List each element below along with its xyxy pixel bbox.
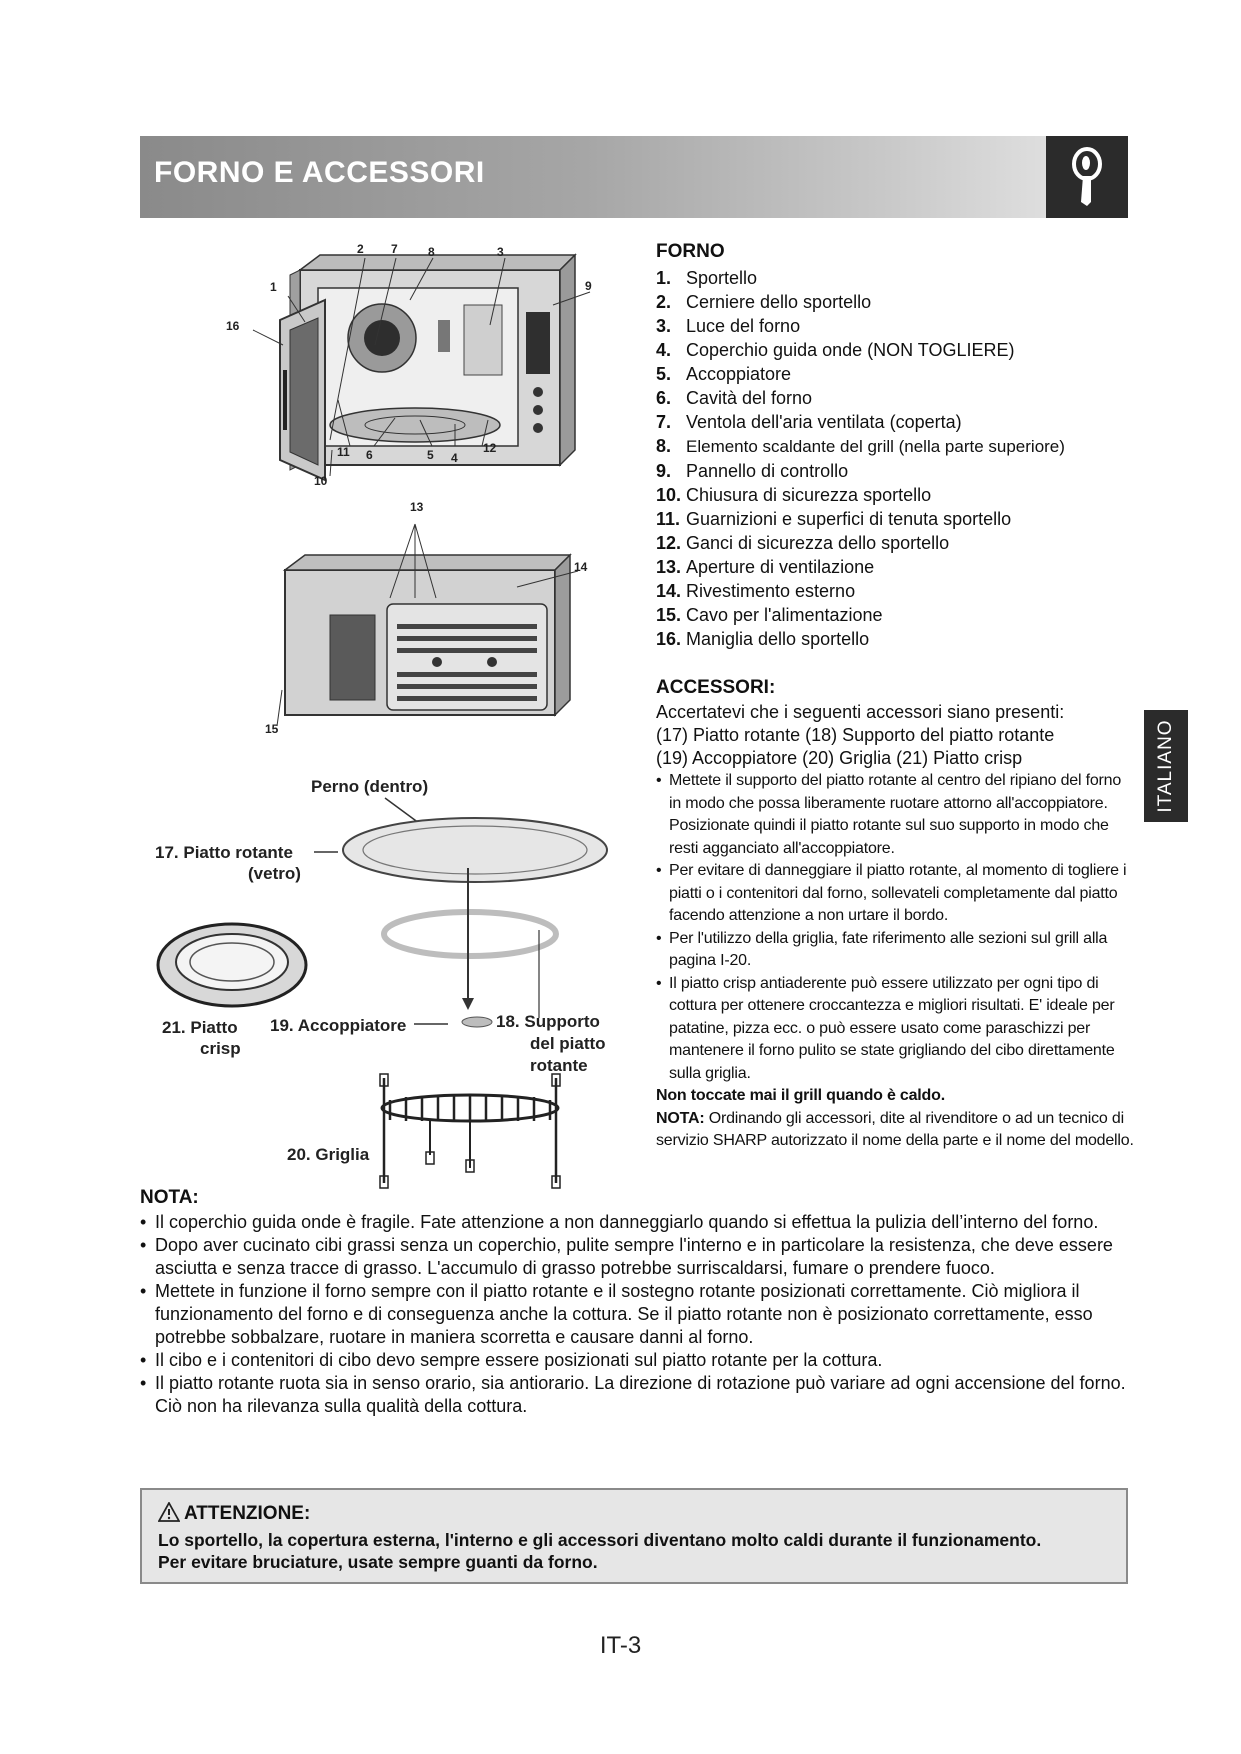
- list-item-number: 13.: [656, 557, 682, 577]
- accessories-title: ACCESSORI:: [656, 677, 776, 698]
- pin-label: Perno (dentro): [311, 777, 429, 796]
- list-item-number: 16.: [656, 629, 682, 649]
- accessories-bullets: [656, 770, 1134, 1153]
- list-item-number: 15.: [656, 605, 682, 625]
- list-item: [656, 531, 1136, 555]
- label-6: 6: [366, 448, 373, 462]
- label-10: 10: [314, 474, 328, 488]
- oven-parts-list: [656, 240, 1136, 651]
- list-item-number: 12.: [656, 533, 682, 553]
- list-item-text: Aperture di ventilazione: [686, 557, 875, 577]
- accessories-intro: Accertatevi che i seguenti accessori siano presenti:: [656, 702, 1065, 722]
- note-bullet: • Il piatto rotante ruota sia in senso orario, sia antiorario. La direzione di rotazione può variare ad ogni accensione del forno. Ciò non ha rilevanza sulla qualità della cottura.: [140, 1372, 1140, 1418]
- list-item-number: 11.: [656, 509, 681, 529]
- info-icon: [1066, 146, 1108, 208]
- label-13: 13: [410, 500, 424, 514]
- oven-diagram: [0, 0, 640, 1190]
- list-item: [656, 338, 1136, 362]
- label-4: 4: [451, 451, 458, 465]
- list-item: [656, 627, 1136, 651]
- note-bullet: • Mettete in funzione il forno sempre con il piatto rotante e il sostegno rotante posizionati correttamente. Ciò migliora il funzionamento del forno e di conseguenza anche la cottura. Se il piatto rotante non è posizionato correttamente, esso potrebbe sobbalzare, ruotare in maniera scorretta e causare danni al forno.: [140, 1280, 1140, 1349]
- list-item: [656, 314, 1136, 338]
- turntable-glass: [343, 818, 607, 882]
- assembly-arrow-head: [462, 998, 474, 1010]
- list-item-number: 3.: [656, 316, 672, 336]
- warning-triangle-icon: [158, 1502, 180, 1522]
- list-item-number: 2.: [656, 292, 672, 312]
- support-label-3: rotante: [530, 1056, 588, 1075]
- list-item-number: 4.: [656, 340, 672, 360]
- turntable-support-ring: [384, 912, 556, 956]
- crisp-plate: [158, 924, 306, 1006]
- list-item-text: Maniglia dello sportello: [686, 629, 870, 649]
- page-number: IT-3: [599, 1632, 642, 1659]
- list-item: [656, 507, 1136, 531]
- label-9: 9: [585, 279, 592, 293]
- turntable-label-1: 17. Piatto rotante: [155, 843, 293, 862]
- language-tab-label: ITALIANO: [1155, 719, 1176, 813]
- list-item-number: 6.: [656, 388, 672, 408]
- list-item-number: 8.: [656, 436, 672, 456]
- note-bullet: • Il cibo e i contenitori di cibo devo sempre essere posizionati sul piatto rotante per la cottura.: [140, 1349, 1140, 1372]
- accessories-line-2: (17) Piatto rotante (18) Supporto del piatto rotante: [656, 725, 1055, 745]
- label-3: 3: [497, 245, 504, 259]
- coupler-part: [462, 1017, 492, 1027]
- list-item: [656, 434, 1136, 459]
- list-item: [656, 483, 1136, 507]
- notes-title: NOTA:: [140, 1187, 199, 1208]
- list-item: [656, 603, 1136, 627]
- label-12: 12: [483, 441, 497, 455]
- list-item: [656, 362, 1136, 386]
- list-item-number: 10.: [656, 485, 682, 505]
- language-tab: [1144, 710, 1188, 822]
- accessories-bullet: • Per l'utilizzo della griglia, fate riferimento alle sezioni sul grill alla pagina I-20.: [656, 928, 1134, 973]
- support-label-2: del piatto: [530, 1034, 606, 1053]
- label-1: 1: [270, 280, 277, 294]
- caution-line-1: Lo sportello, la copertura esterna, l'interno e gli accessori diventano molto caldi durante il funzionamento.: [158, 1530, 1042, 1550]
- caution-title-row: [158, 1502, 310, 1525]
- support-label-1: 18. Supporto: [496, 1012, 600, 1031]
- list-item: [656, 555, 1136, 579]
- oven-section-title: FORNO: [656, 241, 725, 262]
- oven-front-illustration: [280, 255, 575, 480]
- list-item-number: 5.: [656, 364, 672, 384]
- list-item-text: Sportello: [686, 268, 758, 288]
- oven-back-illustration: [285, 555, 570, 715]
- caution-line-2: Per evitare bruciature, usate sempre guanti da forno.: [158, 1552, 598, 1572]
- list-item: [656, 579, 1136, 603]
- list-item: [656, 266, 1136, 290]
- list-item-text: Accoppiatore: [686, 364, 792, 384]
- list-item-number: 1.: [656, 268, 672, 288]
- note-bullet: • Dopo aver cucinato cibi grassi senza un coperchio, pulite sempre l'interno e in particolare la resistenza, che deve essere asciutta e senza tracce di grasso. L'accumulo di grasso potrebbe surriscaldarsi, fumare o prendere fuoco.: [140, 1234, 1140, 1280]
- notes-section: [140, 1186, 1140, 1418]
- list-item-text: Cavità del forno: [686, 388, 813, 408]
- grill-warning: Non toccate mai il grill quando è caldo.: [656, 1087, 945, 1104]
- label-8: 8: [428, 245, 435, 259]
- list-item-number: 9.: [656, 461, 672, 481]
- list-item-text: Guarnizioni e superfici di tenuta sportello: [686, 509, 1012, 529]
- list-item-text: Chiusura di sicurezza sportello: [686, 485, 932, 505]
- accessories-section: [656, 676, 1134, 1153]
- list-item-text: Cerniere dello sportello: [686, 292, 872, 312]
- caution-box: [140, 1488, 1128, 1584]
- rack-label: 20. Griglia: [287, 1145, 370, 1164]
- list-item-text: Elemento scaldante del grill (nella parte superiore): [686, 437, 1065, 456]
- label-16: 16: [226, 319, 240, 333]
- label-5: 5: [427, 448, 434, 462]
- info-icon-box: [1046, 136, 1128, 218]
- list-item-text: Pannello di controllo: [686, 461, 849, 481]
- label-2: 2: [357, 242, 364, 256]
- list-item-text: Ventola dell'aria ventilata (coperta): [686, 412, 962, 432]
- list-item-text: Luce del forno: [686, 316, 801, 336]
- crisp-label-2: crisp: [200, 1039, 241, 1058]
- label-15: 15: [265, 722, 279, 736]
- accessories-bullet: • Il piatto crisp antiaderente può essere utilizzato per ogni tipo di cottura per ottenere croccantezza e migliori risultati. E' ideale per patatine, pizza ecc. o può essere usato come paraschizzi per mantenere il forno pulito se state grigliando del cibo direttamente sulla griglia.: [656, 973, 1134, 1086]
- accessories-note-label: NOTA:: [656, 1109, 705, 1127]
- list-item-number: 7.: [656, 412, 672, 432]
- list-item-text: Cavo per l'alimentazione: [686, 605, 883, 625]
- accessories-note: [656, 1108, 1134, 1153]
- label-11: 11: [337, 445, 350, 459]
- grill-rack: [380, 1074, 560, 1188]
- list-item-text: Rivestimento esterno: [686, 581, 856, 601]
- label-7: 7: [391, 242, 398, 256]
- list-item: [656, 410, 1136, 434]
- note-bullet: • Il coperchio guida onde è fragile. Fate attenzione a non danneggiarlo quando si effettua la pulizia dell’interno del forno.: [140, 1211, 1140, 1234]
- accessories-line-3: (19) Accoppiatore (20) Griglia (21) Piatto crisp: [656, 748, 1023, 768]
- list-item-number: 14.: [656, 581, 682, 601]
- accessories-bullet: • Mettete il supporto del piatto rotante al centro del ripiano del forno in modo che possa liberamente ruotare attorno all'accoppiatore. Posizionate quindi il piatto rotante sul suo supporto in modo che resti agganciato all'accoppiatore.: [656, 770, 1134, 860]
- page-title: FORNO E ACCESSORI: [154, 156, 485, 189]
- turntable-label-2: (vetro): [248, 864, 301, 883]
- label-14: 14: [574, 560, 588, 574]
- accessories-bullet: • Per evitare di danneggiare il piatto rotante, al momento di togliere i piatti o i contenitori dal forno, sollevateli completamente dal piatto facendo attenzione a non urtare il bordo.: [656, 860, 1134, 928]
- coupler-label: 19. Accoppiatore: [270, 1016, 407, 1035]
- list-item-text: Ganci di sicurezza dello sportello: [686, 533, 950, 553]
- list-item-text: Coperchio guida onde (NON TOGLIERE): [686, 340, 1015, 360]
- list-item: [656, 459, 1136, 483]
- crisp-label-1: 21. Piatto: [162, 1018, 238, 1037]
- list-item: [656, 386, 1136, 410]
- accessories-note-text: Ordinando gli accessori, dite al rivenditore o ad un tecnico di servizio SHARP autorizzato il nome della parte e il nome del modello.: [656, 1109, 1134, 1149]
- caution-title: ATTENZIONE:: [184, 1503, 311, 1524]
- list-item: [656, 290, 1136, 314]
